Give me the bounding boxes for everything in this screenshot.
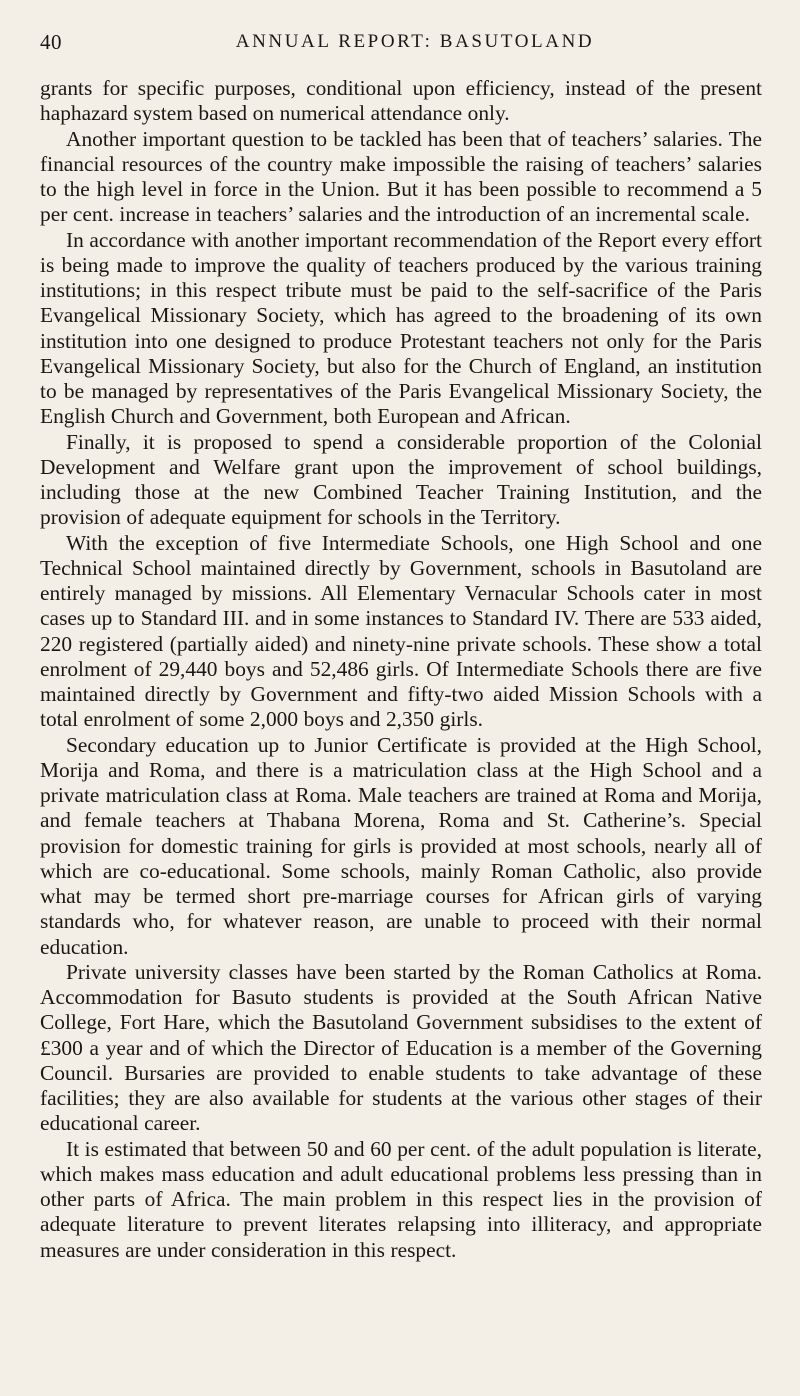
page-number: 40 bbox=[40, 30, 62, 54]
paragraph-teachers-salaries: Another important question to be tackled has been that of teachers’ salaries. The financial resources of the country make impossible the raising of teachers’ salaries to the high level in force in the Union. But it has been possible to recommend a 5 per cent. increase in teachers’ salaries and the introduction of an incremental scale. bbox=[40, 126, 762, 227]
paragraph-continuation: grants for specific purposes, conditional upon efficiency, instead of the present haphazard system based on numerical attendance only. bbox=[40, 76, 762, 126]
paragraph-teacher-training: In accordance with another important recommendation of the Report every effort is being made to improve the quality of teachers produced by the various training institutions; in this respect tribute must be paid to the self-sacrifice of the Paris Evangelical Missionary Society, which has agreed to the broadening of its own institution into one designed to produce Protestant teachers not only for the Paris Evangelical Missionary Society, but also for the Church of England, an institution to be managed by representatives of the Paris Evangelical Missionary Society, the English Church and Government, both European and African. bbox=[40, 227, 762, 429]
paragraph-university-classes: Private university classes have been started by the Roman Catholics at Roma. Accommodation for Basuto students is provided at the South African Native College, Fort Hare, which the Basutoland Government subsidises to the extent of £300 a year and of which the Director of Education is a member of the Governing Council. Bursaries are provided to enable students to take advantage of these facilities; they are also available for students at the various other stages of their educational career. bbox=[40, 959, 762, 1136]
running-title: ANNUAL REPORT: BASUTOLAND bbox=[235, 31, 595, 52]
paragraph-mission-schools: With the exception of five Intermediate Schools, one High School and one Technical School maintained directly by Government, schools in Basutoland are entirely managed by missions. All Elementary Vernacular Schools cater in most cases up to Standard III. and in some instances to Standard IV. There are 533 aided, 220 registered (partially aided) and ninety-nine private schools. These show a total enrolment of 29,440 boys and 52,486 girls. Of Intermediate Schools there are five maintained directly by Government and fifty-two aided Mission Schools with a total enrolment of some 2,000 boys and 2,350 girls. bbox=[40, 530, 762, 732]
paragraph-development-grant: Finally, it is proposed to spend a considerable proportion of the Colonial Development and Welfare grant upon the improvement of school buildings, including those at the new Combined Teacher Training Institution, and the provision of adequate equipment for schools in the Territory. bbox=[40, 429, 762, 530]
paragraph-secondary-education: Secondary education up to Junior Certificate is provided at the High School, Morija and Roma, and there is a matriculation class at the High School and a private matriculation class at Roma. Male teachers are trained at Roma and Morija, and female teachers at Thabana Morena, Roma and St. Catherine’s. Special provision for domestic training for girls is provided at most schools, nearly all of which are co-educational. Some schools, mainly Roman Catholic, also provide what may be termed short pre-marriage courses for African girls of varying standards who, for whatever reason, are unable to proceed with their normal education. bbox=[40, 732, 762, 959]
page-header bbox=[40, 30, 760, 60]
paragraph-adult-literacy: It is estimated that between 50 and 60 per cent. of the adult population is literate, which makes mass education and adult educational problems less pressing than in other parts of Africa. The main problem in this respect lies in the provision of adequate literature to prevent literates relapsing into illiteracy, and appropriate measures are under consideration in this respect. bbox=[40, 1136, 762, 1262]
body-text bbox=[40, 76, 762, 1263]
